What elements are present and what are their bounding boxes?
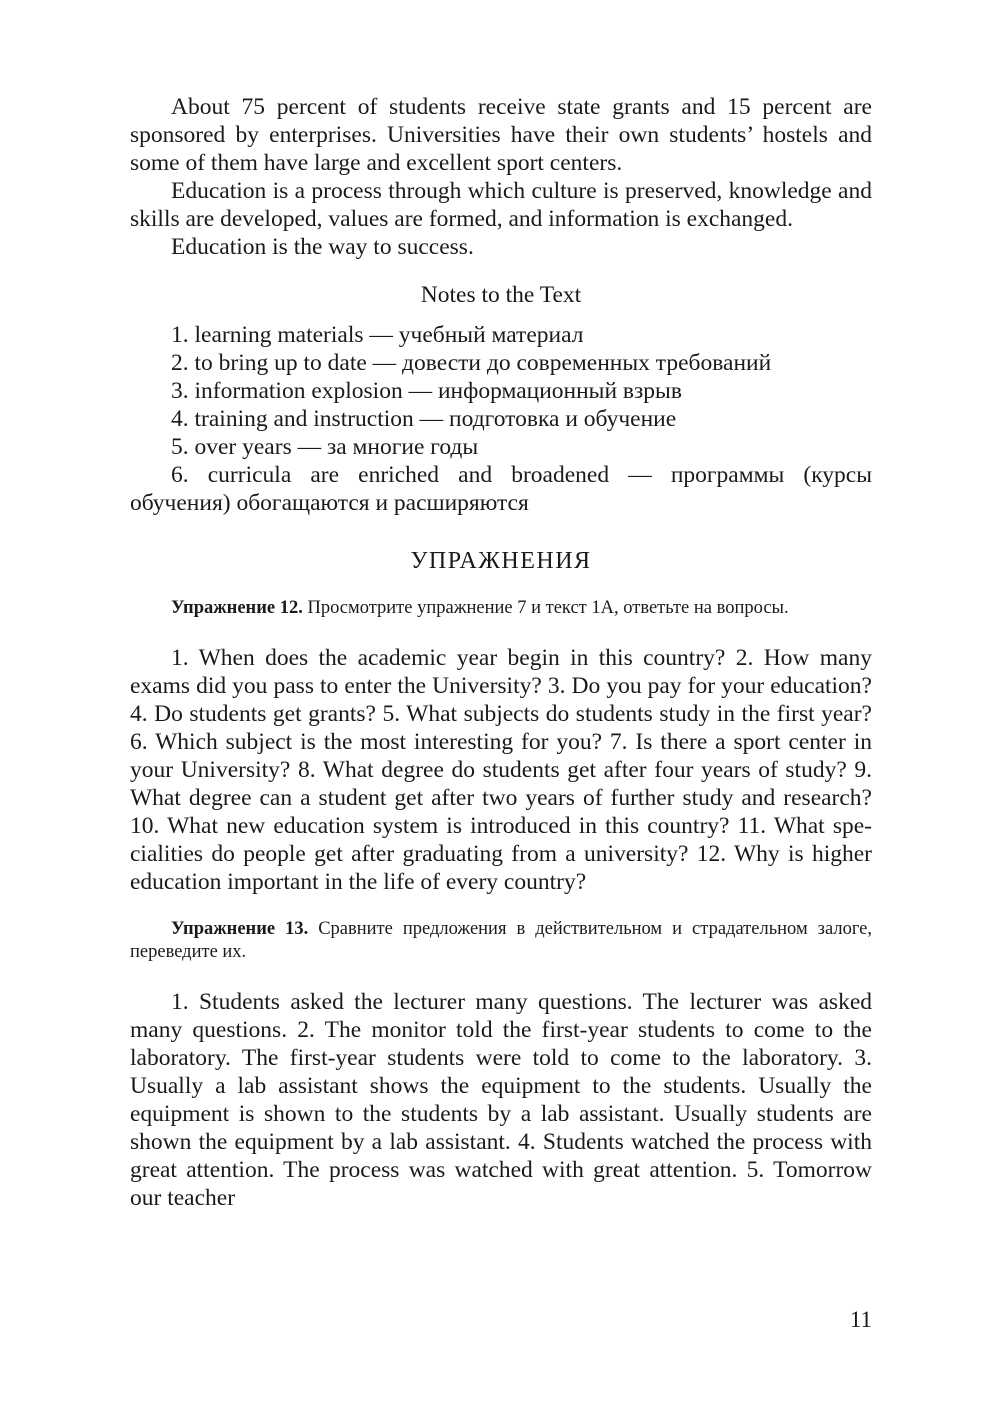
note-item: 4. training and instruction — подготовка и обучение (171, 406, 677, 432)
notes-list (130, 321, 872, 517)
exercise-12-questions: 1. When does the academic year begin in this country? 2. How many exams did you pass to enter the University? 3. Do you pay for your education? 4. Do students get grants? 5. What subjects do students study in the first year? 6. Which subject is the most interesting for you? 7. Is there a sport center in your University? 8. What degree do students get after four years of study? 9. What degree can a student get after two years of further study and research? 10. What new education system is introduced in this country? 11. What specialities do people get after graduating from a university? 12. Why is higher education important in the life of every country? (130, 645, 872, 895)
exercises-title: УПРАЖНЕНИЯ (410, 548, 592, 574)
notes-title: Notes to the Text (420, 282, 582, 308)
note-item: 6. curricula are enriched and broadened — программы (курсы обучения) обогащаются и расширяются (130, 462, 872, 516)
note-item: 5. over years — за многие годы (171, 434, 479, 460)
page-number: 11 (849, 1307, 872, 1332)
paragraph-education-process: Education is a process through which culture is preserved, knowledge and skills are developed, values are formed, and information is exchanged. (130, 178, 872, 232)
exercise-13-instruction: Сравните предложения в действительном и страдательном залоге, переведите их. (130, 919, 872, 962)
paragraph-grants: About 75 percent of students receive state grants and 15 percent are sponsored by enterprises. Universities have their own students’ hostels and some of them have large and excellent sport centers. (130, 94, 872, 176)
exercise-13-sentences: 1. Students asked the lecturer many questions. The lecturer was asked many questions. 2. The monitor told the first-year students to come to the laboratory. The first-year students were told to come to the laboratory. 3. Usually a lab assistant shows the equipment to the students. Usually the equipment is shown to the students by a lab assistant. Usually students are shown the equipment by a lab assistant. 4. Students watched the process with great attention. The process was watched with great attention. 5. Tomorrow our teacher (130, 989, 872, 1211)
exercise-13-task (130, 918, 872, 964)
exercise-12-label: Упражнение 12. (171, 598, 303, 618)
exercise-13-label: Упражнение 13. (171, 919, 309, 939)
exercise-12-task (130, 597, 872, 620)
exercise-12-instruction: Просмотрите упражнение 7 и текст 1А, ответьте на вопросы. (307, 598, 789, 618)
note-item: 3. information explosion — информационный взрыв (171, 378, 682, 404)
paragraph-education-success: Education is the way to success. (171, 234, 474, 260)
note-item: 1. learning materials — учебный материал (171, 322, 584, 348)
page-content (130, 93, 872, 1212)
note-item: 2. to bring up to date — довести до современных требований (171, 350, 772, 376)
